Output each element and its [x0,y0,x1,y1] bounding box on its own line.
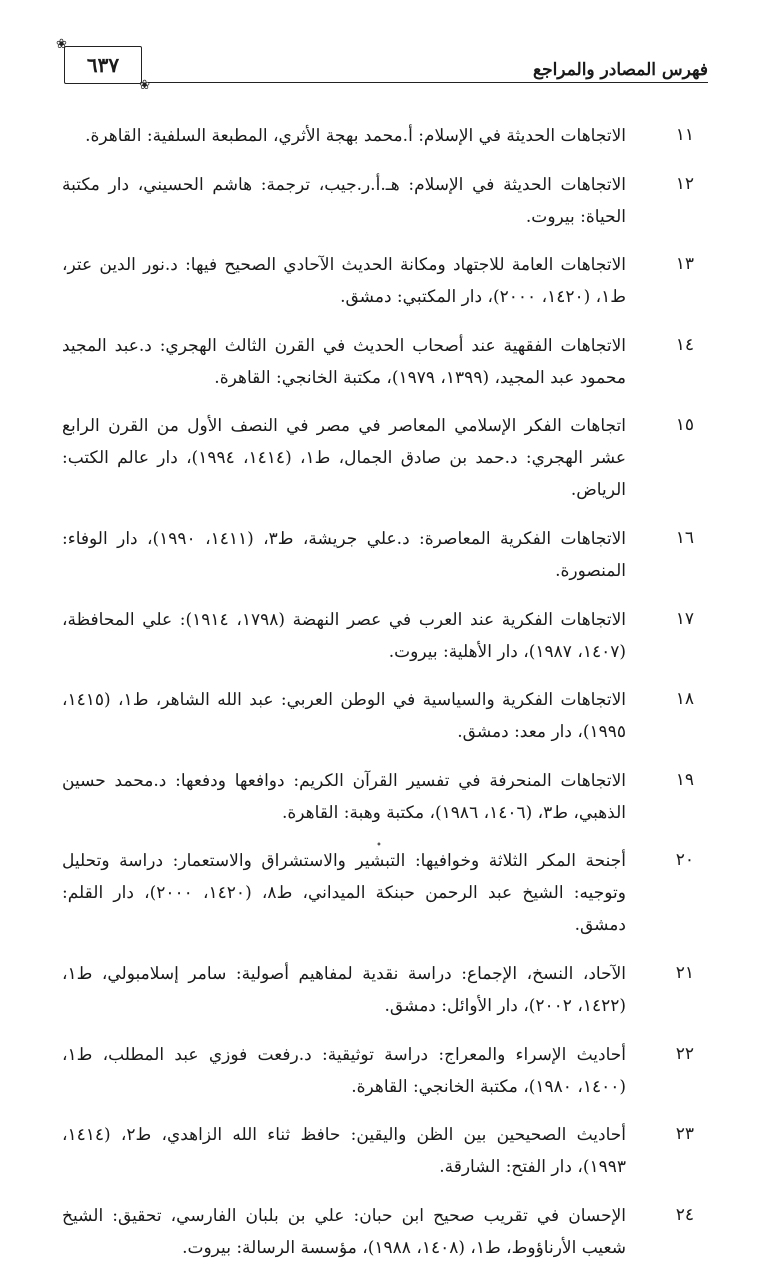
entry-number: ١٨ [675,689,694,710]
bibliography-entry [62,523,694,587]
bibliography-entry [62,765,694,829]
entry-text: الاتجاهات الحديثة في الإسلام: هـ.أ.ر.جيب، ترجمة: هاشم الحسيني، دار مكتبة الحياة: بيروت. [62,174,626,227]
entry-text: الاتجاهات العامة للاجتهاد ومكانة الحديث الآحادي الصحيح فيها: د.نور الدين عتر، ط١، (١٤٢٠، ٢٠٠٠)، دار المكتبي: دمشق. [62,255,626,308]
bibliography-entry [62,410,694,506]
page-number: ❀ ٦٣٧ [86,53,120,77]
entry-number: ٢٢ [675,1043,694,1064]
bibliography-entry [62,120,694,152]
entry-number: ٢١ [675,962,694,983]
entry-number: ١٩ [675,769,694,790]
entry-number: ١٧ [675,608,694,629]
bibliography-list [62,120,694,1280]
entry-number: ٢٤ [675,1204,694,1225]
entry-number: ١٣ [675,254,694,275]
entry-text: الاتجاهات الفكرية عند العرب في عصر النهضة (١٧٩٨، ١٩١٤): علي المحافظة، (١٤٠٧، ١٩٨٧)، دار الأهلية: بيروت. [62,609,627,662]
entry-number: ١٥ [675,415,694,436]
entry-number: ١٤ [675,334,694,355]
entry-number: ٢٠ [675,850,694,871]
entry-text: الاتجاهات الفقهية عند أصحاب الحديث في القرن الثالث الهجري: د.عبد المجيد محمود عبد المجيد، (١٣٩٩، ١٩٧٩)، مكتبة الخانجي: القاهرة. [62,335,626,388]
entry-text: الاتجاهات الفكرية المعاصرة: د.علي جريشة، ط٣، (١٤١١، ١٩٩٠)، دار الوفاء: المنصورة. [62,528,626,581]
entry-number: ١١ [675,125,694,145]
page-number-frame [64,46,142,84]
entry-text: أحاديث الصحيحين بين الظن واليقين: حافظ ثناء الله الزاهدي، ط٢، (١٤١٤، ١٩٩٣)، دار الفتح: الشارقة. [62,1125,626,1178]
bibliography-entry [62,1039,694,1103]
print-speck-mark: • [376,840,382,851]
bibliography-entry [62,330,694,394]
entry-text: الآحاد، النسخ، الإجماع: دراسة نقدية لمفاهيم أصولية: سامر إسلامبولي، ط١، (١٤٢٢، ٢٠٠٢)، دار الأوائل: دمشق. [62,963,626,1016]
entry-text: أجنحة المكر الثلاثة وخوافيها: التبشير والاستشراق والاستعمار: دراسة وتحليل وتوجيه: الشيخ عبد الرحمن حبنكة الميداني، ط٨، (١٤٢٠، ٢٠٠٠)، دار القلم: دمشق. [62,851,626,936]
running-title: فهرس المصادر والمراجع [533,60,708,80]
bibliography-entry [62,1200,694,1264]
entry-number: ١٦ [675,527,694,548]
bibliography-entry [62,958,694,1022]
entry-text: الاتجاهات المنحرفة في تفسير القرآن الكريم: دوافعها ودفعها: د.محمد حسين الذهبي، ط٣، (١٤٠٦، ١٩٨٦)، مكتبة وهبة: القاهرة. [62,770,626,823]
page-header [58,46,708,86]
entry-text: اتجاهات الفكر الإسلامي المعاصر في مصر في النصف الأول من القرن الرابع عشر الهجري: د.حمد بن صادق الجمال، ط١، (١٤١٤، ١٩٩٤)، دار عالم الكتب: الرياض. [62,416,627,501]
entry-text: الاتجاهات الفكرية والسياسية في الوطن العربي: عبد الله الشاهر، ط١، (١٤١٥، ١٩٩٥)، دار معد: دمشق. [62,690,626,743]
bibliography-entry [62,604,694,668]
bibliography-entry [62,249,694,313]
bibliography-entry [62,845,694,941]
bibliography-entry [62,1119,694,1183]
bibliography-entry [62,684,694,748]
bibliography-entry [62,169,694,233]
entry-text: أحاديث الإسراء والمعراج: دراسة توثيقية: د.رفعت فوزي عبد المطلب، ط١، (١٤٠٠، ١٩٨٠)، مكتبة الخانجي: القاهرة. [62,1044,626,1097]
entry-text: الاتجاهات الحديثة في الإسلام: أ.محمد بهجة الأثري، المطبعة السلفية: القاهرة. [85,126,626,146]
entry-text: الإحسان في تقريب صحيح ابن حبان: علي بن بلبان الفارسي، تحقيق: الشيخ شعيب الأرناؤوط، ط١، (١٤٠٨، ١٩٨٨)، مؤسسة الرسالة: بيروت. [62,1205,626,1258]
entry-number: ١٢ [675,173,694,194]
header-rule [148,82,708,83]
entry-number: ٢٣ [675,1124,694,1145]
